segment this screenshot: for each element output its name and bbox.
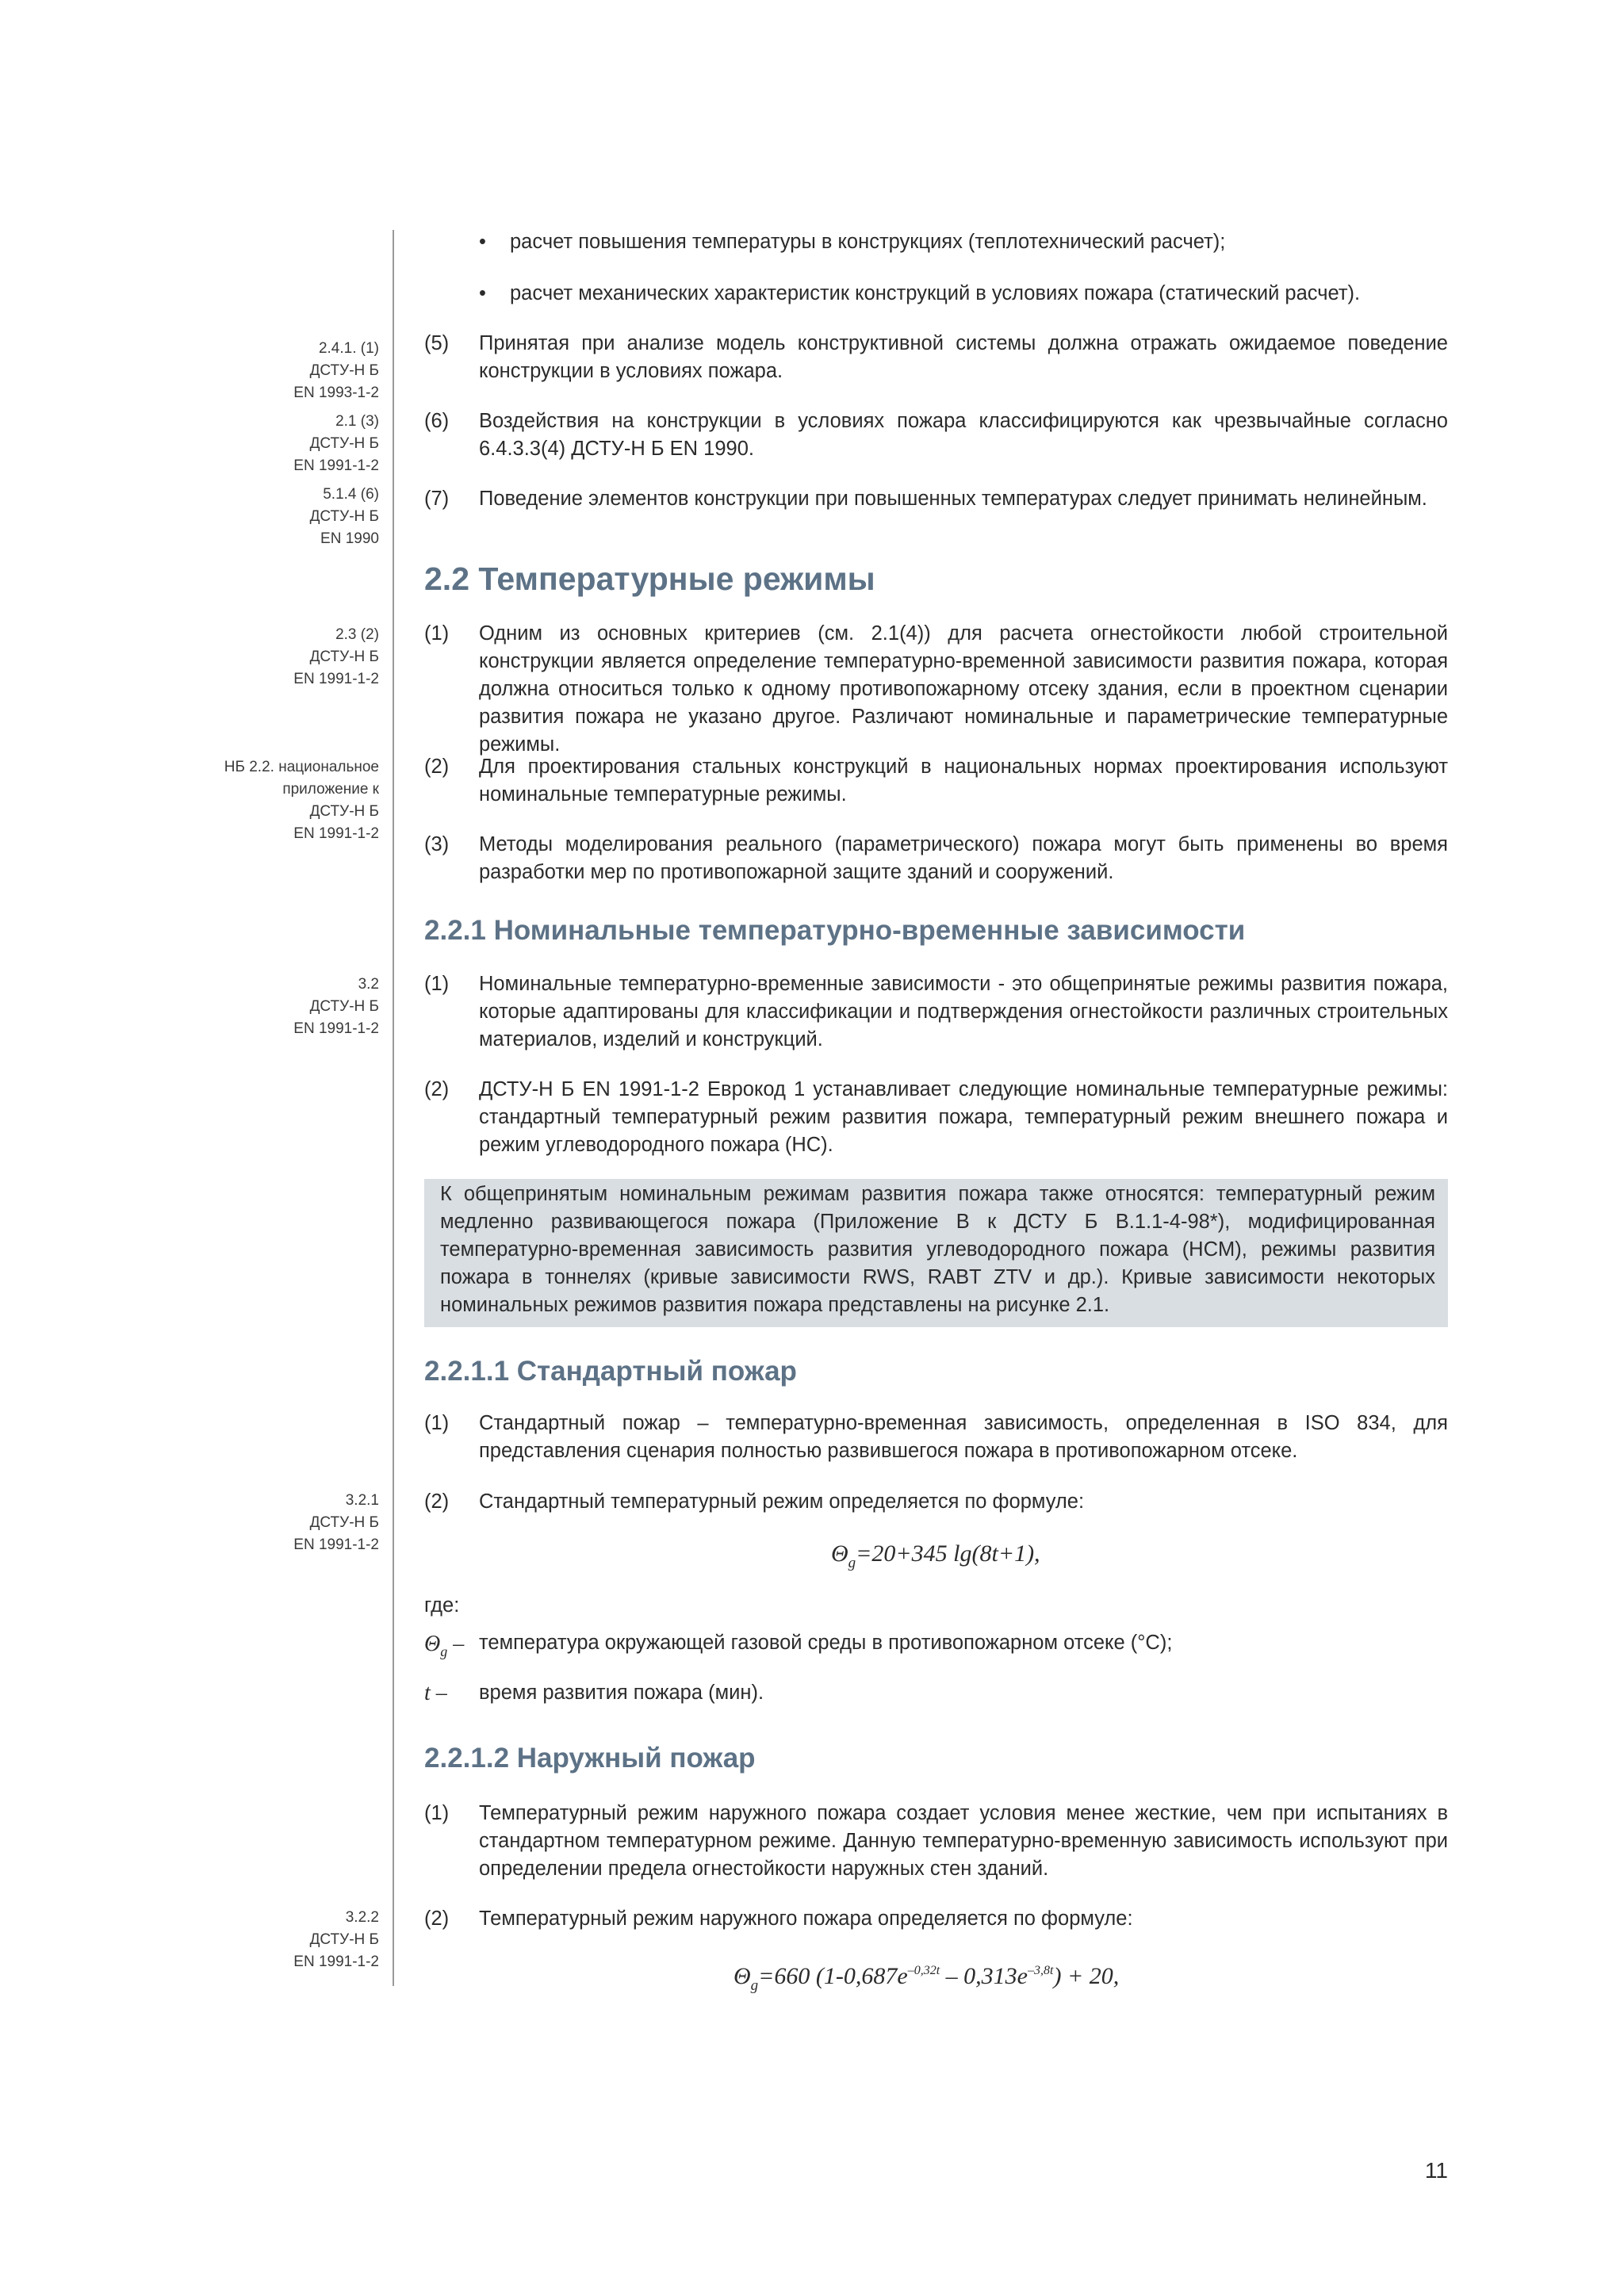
paragraph-text: Методы моделирования реального (параметрического) пожара могут быть применены во время разработки мер по противопожарной защите зданий и сооружений.	[479, 833, 1448, 883]
paragraph-number: (2)	[424, 1490, 450, 1513]
paragraph-text: Номинальные температурно-временные зависимости - это общепринятые режимы развития пожара, которые адаптированы для классификации и подтверждения огнестойкости различных строительных материалов, изделий и конструкций.	[479, 973, 1448, 1050]
bullet-item: расчет повышения температуры в конструкциях (теплотехнический расчет);	[510, 231, 1226, 253]
margin-reference: 2.3 (2) ДСТУ-Н Б EN 1991-1-2	[293, 626, 379, 687]
paragraph-text: Температурный режим наружного пожара создает условия менее жесткие, чем при испытаниях в стандартном температурном режиме. Данную температурно-временную зависимость используют при определении предела огнестойкости наружных стен зданий.	[479, 1802, 1448, 1880]
page-number: 11	[1424, 2158, 1448, 2183]
paragraph-text: Принятая при анализе модель конструктивной системы должна отражать ожидаемое поведение конструкции в условиях пожара.	[479, 332, 1448, 382]
symbol-theta-g: $\Theta_g$ –	[424, 1632, 465, 1659]
definition-text: время развития пожара (мин).	[479, 1682, 764, 1704]
subsection-heading: 2.2.1 Номинальные температурно-временные зависимости	[424, 915, 1246, 946]
paragraph-text: Стандартный пожар – температурно-временная зависимость, определенная в ISO 834, для представления сценария полностью развившегося пожара в противопожарном отсеке.	[479, 1412, 1448, 1462]
symbol-t: t –	[424, 1681, 447, 1705]
bullet-item: расчет механических характеристик конструкций в условиях пожара (статический расчет).	[510, 282, 1361, 304]
paragraph-text: Воздействия на конструкции в условиях пожара классифицируются как чрезвычайные согласно 6.4.3.3(4) ДСТУ-Н Б EN 1990.	[479, 410, 1448, 460]
note-text: К общепринятым номинальным режимам развития пожара также относятся: температурный режим медленно развивающегося пожара (Приложение В к ДСТУ Б В.1.1-4-98*), модифицированная температурно-временная зависимость развития углеводородного пожара (HCM), режимы развития пожара в тоннелях (кривые зависимости RWS, RABT ZTV и др.). Кривые зависимости некоторых номинальных режимов развития пожара представлены на рисунке 2.1.	[440, 1183, 1435, 1316]
paragraph-number: (1)	[424, 622, 450, 645]
paragraph-number: (1)	[424, 1412, 450, 1434]
paragraph-number: (7)	[424, 488, 450, 510]
paragraph-number: (3)	[424, 833, 450, 855]
margin-reference: 3.2.2 ДСТУ-Н Б EN 1991-1-2	[293, 1909, 379, 1970]
paragraph-text: Поведение элементов конструкции при повышенных температурах следует принимать нелинейным.	[479, 488, 1427, 510]
subsection-heading: 2.2.1.2 Наружный пожар	[424, 1743, 756, 1774]
subsection-heading: 2.2.1.1 Стандартный пожар	[424, 1356, 797, 1387]
paragraph-text: Температурный режим наружного пожара определяется по формуле:	[479, 1908, 1133, 1930]
bullet-marker: •	[479, 282, 486, 304]
margin-rule	[393, 230, 394, 1986]
paragraph-text: Стандартный температурный режим определяется по формуле:	[479, 1490, 1085, 1513]
paragraph-number: (1)	[424, 973, 450, 995]
margin-reference: НБ 2.2. национальное приложение к ДСТУ-Н Б EN 1991-1-2	[224, 759, 379, 842]
margin-reference: 2.1 (3) ДСТУ-Н Б EN 1991-1-2	[293, 413, 379, 474]
paragraph-text: ДСТУ-Н Б EN 1991-1-2 Еврокод 1 устанавливает следующие номинальные температурные режимы: стандартный температурный режим развития пожара, температурный режим внешнего пожара и режим углеводородного пожара (HC).	[479, 1078, 1448, 1156]
formula-standard-fire: $\Theta_g=20+345$ lg(8t+1),	[831, 1540, 1040, 1571]
paragraph-number: (5)	[424, 332, 450, 354]
paragraph-number: (2)	[424, 1908, 450, 1930]
paragraph-number: (6)	[424, 410, 450, 432]
margin-reference: 5.1.4 (6) ДСТУ-Н Б EN 1990	[309, 486, 379, 547]
paragraph-text: Одним из основных критериев (см. 2.1(4)) для расчета огнестойкости любой строительной конструкции является определение температурно-временной зависимости развития пожара, которая должна относиться только к одному противопожарному отсеку здания, если в проектном сценарии развития пожара не указано другое. Различают номинальные и параметрические температурные режимы.	[479, 622, 1448, 756]
margin-reference: 2.4.1. (1) ДСТУ-Н Б EN 1993-1-2	[293, 340, 379, 401]
section-heading: 2.2 Температурные режимы	[424, 561, 875, 597]
paragraph-number: (1)	[424, 1802, 450, 1824]
where-label: где:	[424, 1594, 460, 1617]
definition-text: температура окружающей газовой среды в противопожарном отсеке (°С);	[479, 1632, 1173, 1654]
formula-external-fire: $\Theta_g=660$ $(1-0,687e^{-0,32t} - 0,313e^{-3,8t}) + 20$,	[733, 1963, 1120, 1994]
bullet-marker: •	[479, 231, 486, 253]
margin-reference: 3.2.1 ДСТУ-Н Б EN 1991-1-2	[293, 1492, 379, 1553]
paragraph-number: (2)	[424, 1078, 450, 1100]
paragraph-number: (2)	[424, 756, 450, 778]
paragraph-text: Для проектирования стальных конструкций в национальных нормах проектирования используют номинальные температурные режимы.	[479, 756, 1448, 806]
margin-reference: 3.2 ДСТУ-Н Б EN 1991-1-2	[293, 976, 379, 1037]
